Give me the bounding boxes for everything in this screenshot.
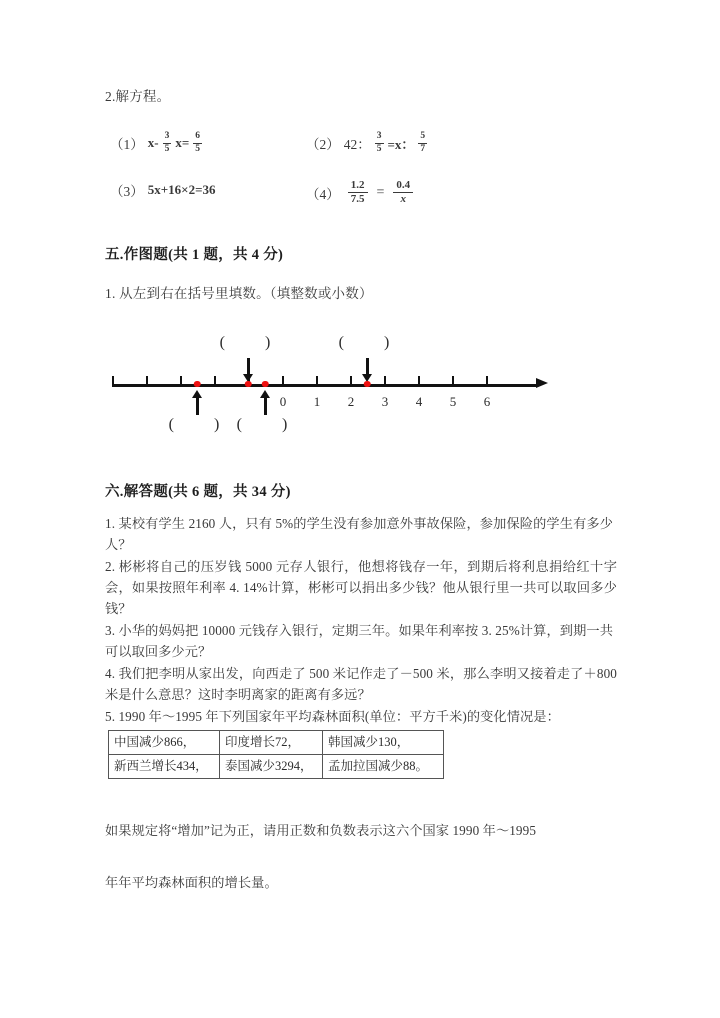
answer-blank-above-left[interactable]: ( ) <box>219 334 289 351</box>
table-row <box>109 755 444 779</box>
equation-2-label: （2） <box>306 137 340 152</box>
table-cell: 韩国减少130， <box>323 731 444 755</box>
closing-line-1: 如果规定将“增加”记为正，请用正数和负数表示这六个国家 1990 年～1995 <box>105 823 537 838</box>
equation-3-label: （3） <box>110 184 144 199</box>
section-six-heading: 六.解答题(共 6 题，共 34 分) <box>105 484 291 500</box>
equation-2 <box>306 132 431 154</box>
fraction-numerator: 3 <box>163 132 172 144</box>
section-six-question-3: 3. 小华的妈妈把 10000 元钱存入银行，定期三年。如果年利率按 3. 25%计算，到期一共可以取回多少元？ <box>105 623 613 659</box>
axis-tick <box>146 376 148 385</box>
equation-4 <box>306 180 417 205</box>
axis-tick <box>350 376 352 385</box>
closing-line-2: 年年平均森林面积的增长量。 <box>105 875 278 890</box>
fraction-denominator: x <box>400 193 407 205</box>
fraction-numerator: 5 <box>418 132 427 144</box>
marked-point-dot <box>364 381 371 388</box>
table-cell: 孟加拉国减少88。 <box>323 755 444 779</box>
axis-tick-label: 0 <box>279 394 287 409</box>
section-five-heading: 五.作图题(共 1 题，共 4 分) <box>105 247 284 263</box>
section-six-question-4: 4. 我们把李明从家出发，向西走了 500 米记作走了－500 米，那么李明又接着走了＋800 米是什么意思？这时李明离家的距离有多远？ <box>105 666 617 702</box>
equation-4-label: （4） <box>306 186 340 202</box>
fraction-denominator: 7 <box>420 143 426 154</box>
equation-2-mid: =x： <box>387 136 415 152</box>
section-six-question-2: 2. 彬彬将自己的压岁钱 5000 元存人银行，他想将钱存一年，到期后将利息捐给红十字会，如果按照年利率 4. 14%计算，彬彬可以捐出多少钱？他从银行里一共可以取回多少钱？ <box>105 559 617 616</box>
equation-4-fraction-b <box>393 180 413 205</box>
axis-tick-label: 5 <box>449 394 457 409</box>
marked-point-dot <box>194 381 201 388</box>
marked-point-dot <box>262 381 269 388</box>
fraction-numerator: 1.2 <box>348 180 368 193</box>
axis-tick <box>486 376 488 385</box>
table-row <box>109 731 444 755</box>
table-cell: 印度增长72， <box>220 731 323 755</box>
table-cell: 中国减少866， <box>109 731 220 755</box>
answer-blank-above-right[interactable]: ( ) <box>338 334 408 351</box>
fraction-numerator: 0.4 <box>393 180 413 193</box>
axis-tick-label: 4 <box>415 394 423 409</box>
axis-tick-label: 6 <box>483 394 491 409</box>
table-cell: 泰国减少3294， <box>220 755 323 779</box>
equation-4-equals: = <box>376 184 385 200</box>
axis-tick-label: 2 <box>347 394 355 409</box>
equation-2-fraction-a <box>375 132 384 154</box>
fraction-denominator: 7.5 <box>350 193 365 205</box>
axis-tick-label: 1 <box>313 394 321 409</box>
answer-blank-below-left[interactable]: ( ) <box>168 416 238 433</box>
table-cell: 新西兰增长434， <box>109 755 220 779</box>
equation-1-label: （1） <box>110 137 144 152</box>
marked-point-dot <box>245 381 252 388</box>
axis-tick <box>282 376 284 385</box>
axis-tick <box>214 376 216 385</box>
number-line-axis <box>112 384 536 387</box>
fraction-denominator: 5 <box>376 143 382 154</box>
equation-1-lhs: x- <box>147 135 159 150</box>
forest-area-table <box>108 730 444 779</box>
axis-tick <box>112 376 114 385</box>
answer-blank-below-right[interactable]: ( ) <box>236 416 306 433</box>
equation-2-fraction-b <box>418 132 427 154</box>
section-six-question-1: 1. 某校有学生 2160 人，只有 5%的学生没有参加意外事故保险，参加保险的学生有多少人？ <box>105 516 613 552</box>
axis-tick <box>418 376 420 385</box>
axis-tick <box>384 376 386 385</box>
equation-1-fraction-b <box>193 132 202 154</box>
equation-1-mid: x= <box>175 135 190 150</box>
fraction-denominator: 5 <box>164 143 170 154</box>
axis-tick <box>452 376 454 385</box>
number-line-figure <box>112 332 564 442</box>
equation-3-body: 5x+16×2=36 <box>147 182 216 197</box>
fraction-denominator: 5 <box>195 143 201 154</box>
fraction-numerator: 6 <box>193 132 202 144</box>
equation-1 <box>110 132 206 154</box>
section-six-question-5: 5. 1990 年～1995 年下列国家年平均森林面积(单位：平方千米)的变化情况是： <box>105 709 560 724</box>
section-five-question-1: 1. 从左到右在括号里填数。（填整数或小数） <box>105 286 373 301</box>
axis-tick <box>316 376 318 385</box>
axis-tick-label: 3 <box>381 394 389 409</box>
equation-3 <box>110 180 215 200</box>
equation-1-fraction-a <box>163 132 172 154</box>
equations-heading: 2.解方程。 <box>105 89 171 104</box>
equation-4-fraction-a <box>348 180 368 205</box>
fraction-numerator: 3 <box>375 132 384 144</box>
equation-2-lhs: 42： <box>343 137 371 152</box>
axis-tick <box>180 376 182 385</box>
axis-arrowhead-icon <box>536 378 548 388</box>
